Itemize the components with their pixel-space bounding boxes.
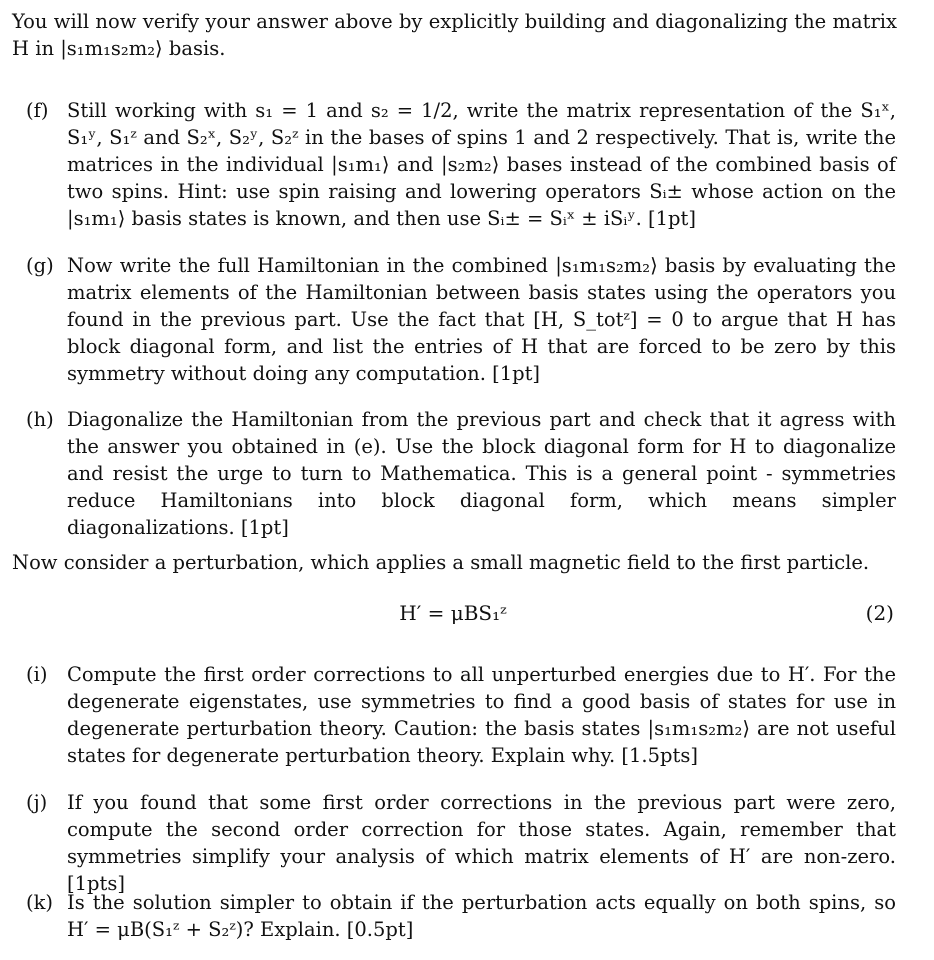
item-k xyxy=(26,889,896,943)
item-label: (j) xyxy=(26,791,48,814)
item-text: If you found that some first order corrections in the previous part were zero, compute the second order correction for those states. Again, remember that symmetries simplify your analysis of which matrix elements of H′ are non-zero. [1pts] xyxy=(67,791,896,895)
item-j xyxy=(26,789,896,897)
item-text: Still working with s₁ = 1 and s₂ = 1/2, write the matrix representation of the S₁ˣ, S₁ʸ, S₁ᶻ and S₂ˣ, S₂ʸ, S₂ᶻ in the bases of spins 1 and 2 respectively. That is, write the matrices in the individual |s₁m₁⟩ and |s₂m₂⟩ bases instead of the combined basis of two spins. Hint: use spin raising and lowering operators Sᵢ± whose action on the |s₁m₁⟩ basis states is known, and then use Sᵢ± = Sᵢˣ ± iSᵢʸ. [1pt] xyxy=(67,99,896,230)
perturbation-paragraph: Now consider a perturbation, which applies a small magnetic field to the first particle. xyxy=(12,551,870,574)
item-label: (i) xyxy=(26,663,48,686)
item-label: (g) xyxy=(26,254,54,277)
intro-paragraph: You will now verify your answer above by explicitly building and diagonalizing the matrix H in |s₁m₁s₂m₂⟩ basis. xyxy=(12,10,897,60)
item-text: Is the solution simpler to obtain if the perturbation acts equally on both spins, so H′ = μB(S₁ᶻ + S₂ᶻ)? Explain. [0.5pt] xyxy=(67,891,896,941)
item-h xyxy=(26,406,896,541)
item-g xyxy=(26,252,896,387)
equation: H′ = μBS₁ᶻ xyxy=(399,601,507,625)
item-text: Now write the full Hamiltonian in the combined |s₁m₁s₂m₂⟩ basis by evaluating the matrix elements of the Hamiltonian between basis states using the operators you found in the previous part. Use the fact that [H, S_totᶻ] = 0 to argue that H has block diagonal form, and list the entries of H that are forced to be zero by this symmetry without doing any computation. [1pt] xyxy=(67,254,896,385)
item-label: (f) xyxy=(26,99,49,122)
item-label: (h) xyxy=(26,408,54,431)
item-label: (k) xyxy=(26,891,54,914)
item-text: Diagonalize the Hamiltonian from the previous part and check that it agress with the answer you obtained in (e). Use the block diagonal form for H to diagonalize and resist the urge to turn to Mathematica. This is a general point - symmetries reduce Hamiltonians into block diagonal form, which means simpler diagonalizations. [1pt] xyxy=(67,408,896,539)
equation-row xyxy=(12,598,894,628)
equation-number: (2) xyxy=(865,601,894,625)
item-text: Compute the first order corrections to all unperturbed energies due to H′. For the degenerate eigenstates, use symmetries to find a good basis of states for use in degenerate perturbation theory. Caution: the basis states |s₁m₁s₂m₂⟩ are not useful states for degenerate perturbation theory. Explain why. [1.5pts] xyxy=(67,663,896,767)
item-f xyxy=(26,97,896,232)
item-i xyxy=(26,661,896,769)
